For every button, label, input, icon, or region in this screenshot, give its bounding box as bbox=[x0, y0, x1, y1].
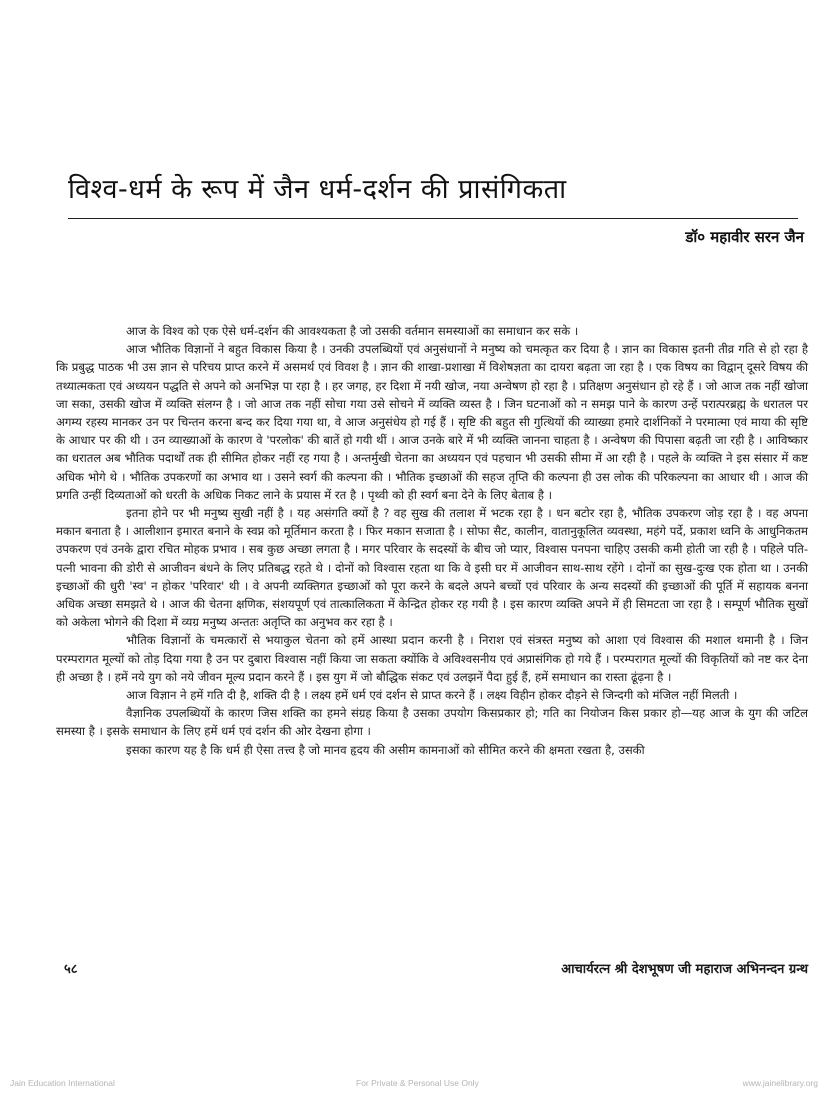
paragraph: आज विज्ञान ने हमें गति दी है, शक्ति दी है । लक्ष्य हमें धर्म एवं दर्शन से प्राप्त करने हैं । लक्ष्य विहीन होकर दौड़ने से जिन्दगी को मंजिल नहीं मिलती । bbox=[126, 688, 738, 703]
page-footer bbox=[56, 958, 808, 982]
title-divider bbox=[68, 218, 798, 219]
watermark-website: www.jainelibrary.org bbox=[742, 1078, 818, 1088]
article-author: डॉ० महावीर सरन जैन bbox=[685, 228, 804, 246]
article-title: विश्व-धर्म के रूप में जैन धर्म-दर्शन की प्रासंगिकता bbox=[68, 174, 567, 205]
book-title: आचार्यरत्न श्री देशभूषण जी महाराज अभिनन्दन ग्रन्थ bbox=[561, 962, 808, 977]
watermark-publisher: Jain Education International bbox=[10, 1078, 115, 1088]
paragraph: आज के विश्व को एक ऐसे धर्म-दर्शन की आवश्यकता है जो उसकी वर्तमान समस्याओं का समाधान कर सके । bbox=[126, 324, 579, 338]
paragraph: इतना होने पर भी मनुष्य सुखी नहीं है । यह असंगति क्यों है ? वह सुख की तलाश में भटक रहा है । धन बटोर रहा है, भौतिक उपकरण जोड़ रहा है । वह अपना मकान बनाता है । आलीशान इमारत बनाने के स्वप्न को मूर्तिमान करता है । फिर मकान सजाता है । सोफा सैट, कालीन, वातानुकूलित व्यवस्था, महंगे पर्दे, प्रकाश ध्वनि के आधुनिकतम उपकरण एवं उनके द्वारा रचित मोहक प्रभाव । सब कुछ अच्छा लगता है । मगर परिवार के सदस्यों के बीच जो प्यार, विश्वास पनपना चाहिए उसकी कमी होती जा रही है । पहिले पति-पत्नी भावना की डोरी से आजीवन बंधने के लिए प्रतिबद्ध रहते थे । दोनों को विश्वास रहता था कि वे इसी घर में आजीवन साथ-साथ रहेंगे । दोनों का सुख-दुःख एक होता था । उनकी इच्छाओं की धुरी 'स्व' न होकर 'परिवार' थी । वे अपनी व्यक्तिगत इच्छाओं को पूरा करने के बदले अपने बच्चों एवं परिवार के अन्य सदस्यों की इच्छाओं की पूर्ति में सहायक बनना अधिक अच्छा समझते थे । आज की चेतना क्षणिक, संशयपूर्ण एवं तात्कालिकता में केन्द्रित होकर रह गयी है । इस कारण व्यक्ति अपने में ही सिमटता जा रहा है । सम्पूर्ण भौतिक सुखों को अकेला भोगने की दिशा में व्यग्र मनुष्य अन्ततः अतृप्ति का अनुभव कर रहा है । bbox=[56, 506, 808, 630]
paragraph: वैज्ञानिक उपलब्धियों के कारण जिस शक्ति का हमने संग्रह किया है उसका उपयोग किसप्रकार हो; गति का नियोजन किस प्रकार हो—यह आज के युग की जटिल समस्या है । इसके समाधान के लिए हमें धर्म एवं दर्शन की ओर देखना होगा । bbox=[56, 706, 808, 739]
article-body bbox=[56, 322, 808, 759]
paragraph: इसका कारण यह है कि धर्म ही ऐसा तत्त्व है जो मानव हृदय की असीम कामनाओं को सीमित करने की क्षमता रखता है, उसकी bbox=[126, 742, 645, 757]
page-number: ५८ bbox=[64, 962, 78, 977]
watermark-usage-notice: For Private & Personal Use Only bbox=[356, 1078, 479, 1088]
paragraph: भौतिक विज्ञानों के चमत्कारों से भयाकुल चेतना को हमें आस्था प्रदान करनी है । निराश एवं संत्रस्त मनुष्य को आशा एवं विश्वास की मशाल थमानी है । जिन परम्परागत मूल्यों को तोड़ दिया गया है उन पर दुबारा विश्वास नहीं किया जा सकता क्योंकि वे अविश्वसनीय एवं अप्रासंगिक हो गये हैं । परम्परागत मूल्यों की विकृतियों को नष्ट कर देना ही अच्छा है । हमें नये युग को नये जीवन मूल्य प्रदान करने हैं । इस युग में जो बौद्धिक संकट एवं उलझनें पैदा हुई हैं, हमें समाधान का रास्ता ढूंढ़ना है । bbox=[56, 633, 809, 684]
paragraph: आज भौतिक विज्ञानों ने बहुत विकास किया है । उनकी उपलब्धियों एवं अनुसंधानों ने मनुष्य को चमत्कृत कर दिया है । ज्ञान का विकास इतनी तीव्र गति से हो रहा है कि प्रबुद्ध पाठक भी उस ज्ञान से परिचय प्राप्त करने में असमर्थ एवं विवश है । ज्ञान की शाखा-प्रशाखा में विशेषज्ञता का दायरा बढ़ता जा रहा है । एक विषय का विद्वान् दूसरे विषय की तथ्यात्मकता एवं अध्ययन पद्धति से अपने को अनभिज्ञ पा रहा है । हर जगह, हर दिशा में नयी खोज, नया अन्वेषण हो रहा है । प्रतिक्षण अनुसंधान हो रहे हैं । जो आज तक नहीं खोजा जा सका, उसकी खोज में व्यक्ति संलग्न है । जो आज तक नहीं सोचा गया उसे सोचने में व्यक्ति व्यस्त है । जिन घटनाओं को न समझ पाने के कारण उन्हें परात्परब्रह्म के धरातल पर अगम्य रहस्य मानकर उन पर चिन्तन करना बन्द कर दिया गया था, वे आज अनुसंधेय हो गई हैं । सृष्टि की बहुत सी गुत्थियों की व्याख्या हमारे दार्शनिकों ने परमात्मा एवं माया की सृष्टि के आधार पर की थी । उन व्याख्याओं के कारण वे 'परलोक' की बातें हो गयी थीं । आज उनके बारे में भी व्यक्ति जानना चाहता है । अन्वेषण की पिपासा बढ़ती जा रही है । आविष्कार का धरातल अब भौतिक पदार्थों तक ही सीमित होकर नहीं रह गया है । अन्तर्मुखी चेतना का अध्ययन एवं पहचान भी उसकी सीमा में आ रही है । पहले के व्यक्ति ने इस संसार में कष्ट अधिक भोगे थे । भौतिक उपकरणों का अभाव था । उसने स्वर्ग की कल्पना की । भौतिक इच्छाओं की सहज तृप्ति की कल्पना ही उस लोक की परिकल्पना का आधार थी । आज की प्रगति उन्हीं दिव्यताओं को धरती के अधिक निकट लाने के प्रयास में रत है । पृथ्वी को ही स्वर्ग बना देने के लिए बेताब है । bbox=[56, 342, 808, 502]
